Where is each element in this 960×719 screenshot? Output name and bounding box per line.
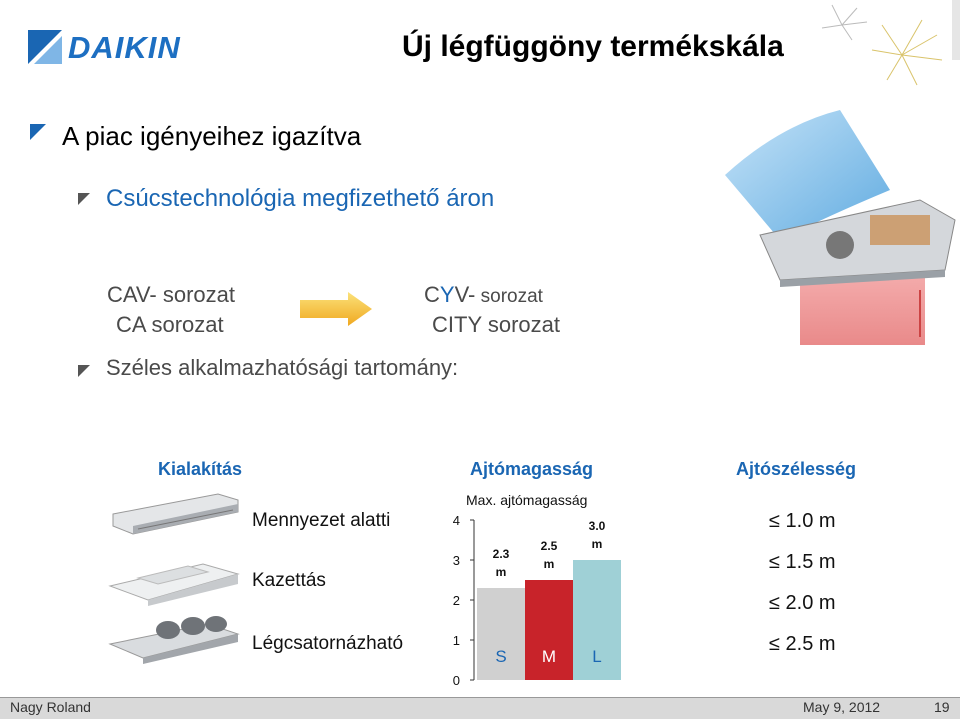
sub-bullet-icon [78, 365, 90, 377]
bullet-icon [30, 124, 46, 140]
chart-category-label: S [495, 647, 507, 666]
chart-title: Max. ajtómagasság [466, 492, 588, 508]
cassette-unit-image [108, 558, 240, 606]
new-series-line2: CITY sorozat [432, 312, 560, 337]
chart-data-label: 3.0 [588, 519, 606, 533]
door-width-value: ≤ 2.0 m [769, 592, 836, 614]
chart-data-label-unit: m [591, 537, 603, 551]
sub-bullet-2-text: Széles alkalmazhatósági tartomány: [106, 355, 459, 380]
chart-y-tick-label: 4 [452, 513, 460, 528]
row-label-ducted: Légcsatornázható [252, 633, 404, 654]
row-label-ceiling-suspended: Mennyezet alatti [252, 510, 391, 531]
main-bullet-text: A piac igényeihez igazítva [62, 121, 362, 151]
chart-data-label-unit: m [543, 557, 555, 571]
old-series-line1: CAV- sorozat [107, 282, 235, 307]
air-curtain-illustration [720, 105, 960, 350]
door-width-value: ≤ 1.5 m [769, 551, 836, 573]
chart-y-tick-label: 3 [452, 553, 460, 568]
door-height-bar-chart [440, 480, 640, 690]
chart-y-tick-label: 1 [452, 633, 460, 648]
chart-bar-s [477, 588, 525, 680]
column-header-door-width: Ajtószélesség [736, 459, 857, 479]
sub-bullet-1-text: Csúcstechnológia megfizethető áron [106, 185, 495, 212]
daikin-logo: DAIKIN [68, 30, 181, 65]
ducted-unit-image [108, 614, 240, 664]
page-number: 19 [934, 699, 950, 715]
column-header-design: Kialakítás [158, 459, 243, 479]
footer-date: May 9, 2012 [803, 699, 881, 715]
dandelion-decoration [812, 0, 960, 95]
footer-author: Nagy Roland [10, 699, 91, 715]
arrow-right-icon [300, 292, 372, 326]
daikin-logo-mark [28, 30, 62, 64]
chart-data-label: 2.5 [540, 539, 558, 553]
chart-y-tick-label: 0 [452, 673, 460, 688]
chart-y-tick-label: 2 [452, 593, 460, 608]
chart-data-label-unit: m [495, 565, 507, 579]
chart-data-label: 2.3 [492, 547, 510, 561]
chart-category-label: M [541, 647, 557, 666]
old-series-line2: CA sorozat [116, 312, 224, 337]
sub-bullet-icon [78, 193, 90, 205]
page-title: Új légfüggöny termékskála [402, 30, 784, 63]
door-width-value: ≤ 2.5 m [769, 633, 836, 655]
column-header-door-height: Ajtómagasság [470, 459, 594, 479]
chart-category-label: L [592, 647, 602, 666]
ceiling-suspended-unit-image [108, 492, 243, 537]
new-series-line1: CYV- sorozat [424, 282, 543, 307]
row-label-cassette: Kazettás [252, 570, 326, 591]
door-width-value: ≤ 1.0 m [769, 510, 836, 532]
